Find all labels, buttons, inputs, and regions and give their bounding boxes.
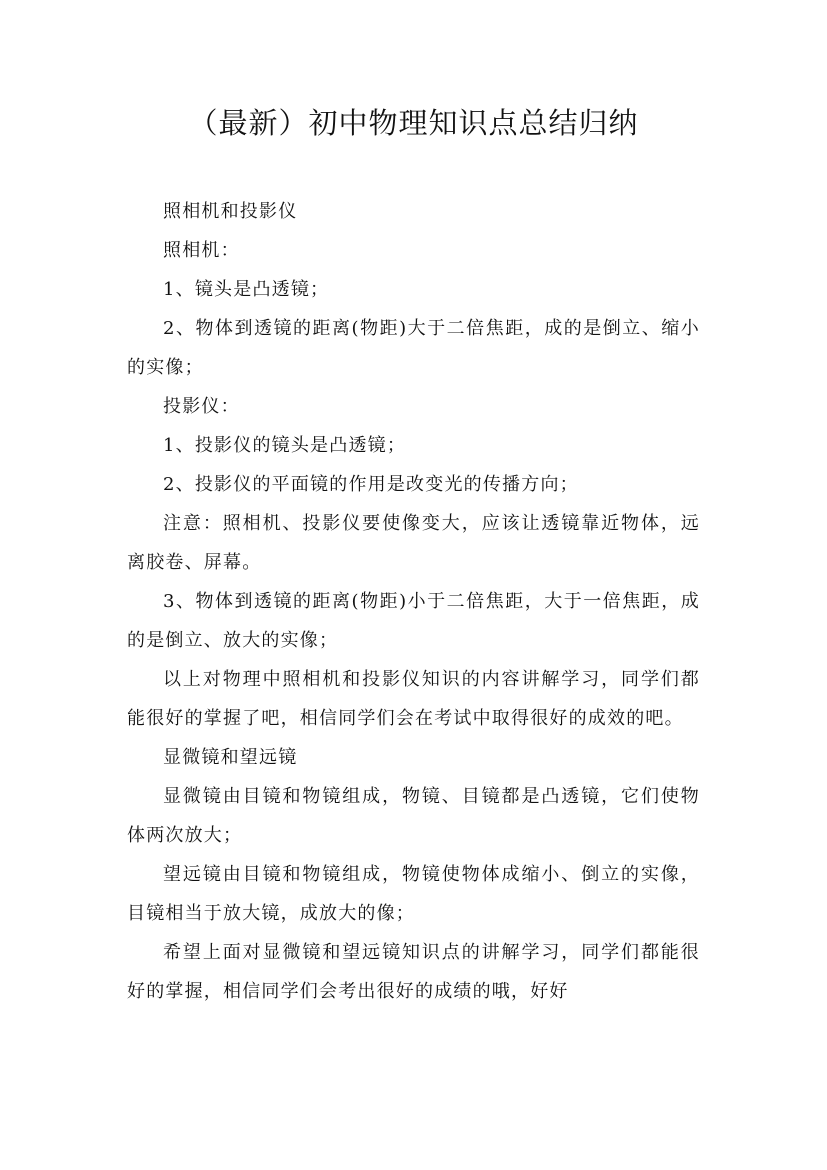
paragraph-camera-point-2: 2、物体到透镜的距离(物距)大于二倍焦距，成的是倒立、缩小的实像； [127, 318, 700, 378]
document-title: （最新）初中物理知识点总结归纳 [188, 106, 639, 140]
section-heading-camera-projector: 照相机和投影仪 [163, 201, 298, 222]
paragraph-camera-point-1: 1、镜头是凸透镜； [163, 279, 330, 300]
paragraph-projector-point-3: 3、物体到透镜的距离(物距)小于二倍焦距，大于一倍焦距，成的是倒立、放大的实像； [127, 591, 700, 651]
paragraph-summary-camera: 以上对物理中照相机和投影仪知识的内容讲解学习，同学们都能很好的掌握了吧，相信同学们会在考试中取得很好的成效的吧。 [127, 669, 700, 729]
section-heading-microscope-telescope: 显微镜和望远镜 [163, 747, 298, 768]
paragraph-projector-point-1: 1、投影仪的镜头是凸透镜； [163, 435, 407, 456]
paragraph-microscope: 显微镜由目镜和物镜组成，物镜、目镜都是凸透镜，它们使物体两次放大； [127, 786, 700, 846]
paragraph-projector-point-2: 2、投影仪的平面镜的作用是改变光的传播方向； [163, 474, 579, 495]
paragraph-camera-label: 照相机： [163, 240, 240, 261]
paragraph-telescope: 望远镜由目镜和物镜组成，物镜使物体成缩小、倒立的实像，目镜相当于放大镜，成放大的像； [127, 864, 700, 924]
paragraph-projector-label: 投影仪： [163, 396, 240, 417]
document-body [127, 192, 700, 1011]
paragraph-summary-microscope: 希望上面对显微镜和望远镜知识点的讲解学习，同学们都能很好的掌握，相信同学们会考出很好的成绩的哦，好好 [127, 942, 700, 1002]
paragraph-note: 注意：照相机、投影仪要使像变大，应该让透镜靠近物体，远离胶卷、屏幕。 [127, 513, 700, 573]
